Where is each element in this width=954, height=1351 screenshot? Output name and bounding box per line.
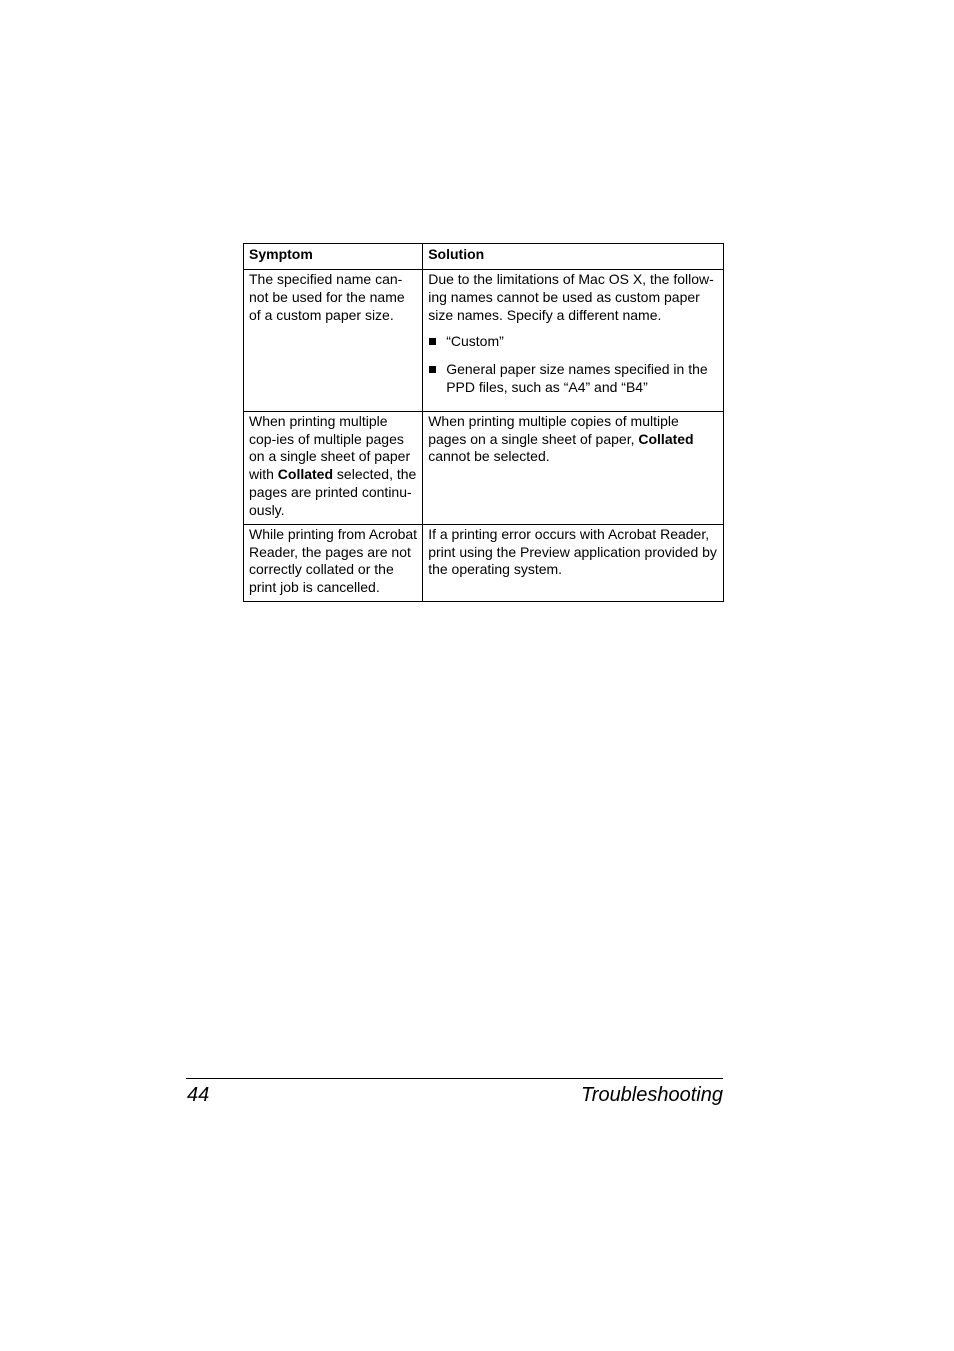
list-item <box>428 361 718 397</box>
solution-cell <box>423 411 724 524</box>
solution-cell <box>423 270 724 412</box>
symptom-text-part: When printing multiple cop-ies of multiple pages on a single sheet of paper with <box>249 412 411 483</box>
solution-text-part: When printing multiple copies of multiple pages on a single sheet of paper, <box>428 412 679 447</box>
table-row <box>244 411 724 524</box>
footer-divider <box>186 1078 723 1079</box>
symptom-text: While printing from Acrobat Reader, the pages are not correctly collated or the print job is cancelled. <box>249 525 418 596</box>
solution-text: Due to the limitations of Mac OS X, the follow-ing names cannot be used as custom paper size names. Specify a different name. <box>428 271 714 323</box>
page-number: 44 <box>187 1084 210 1106</box>
symptom-text-part: selected, the pages are printed continu-ously. <box>249 466 417 518</box>
solution-bullet-list <box>428 333 718 396</box>
footer-section-title: Troubleshooting <box>581 1084 723 1106</box>
symptom-bold-term: Collated <box>277 466 334 483</box>
list-item <box>428 333 718 351</box>
solution-bold-term: Collated <box>638 430 694 447</box>
bullet-text: “Custom” <box>446 333 504 350</box>
solution-text: If a printing error occurs with Acrobat Reader, print using the Preview application provided by the operating system. <box>428 525 717 578</box>
solution-text-part: cannot be selected. <box>428 448 550 465</box>
square-bullet-icon <box>429 338 436 345</box>
table-row <box>244 270 724 412</box>
header-symptom: Symptom <box>244 244 423 270</box>
table-header-row <box>244 244 724 270</box>
table-row <box>244 524 724 601</box>
symptom-text: The specified name can-not be used for the name of a custom paper size. <box>249 271 405 323</box>
troubleshooting-table <box>243 243 724 602</box>
square-bullet-icon <box>429 366 436 373</box>
symptom-cell <box>244 524 423 601</box>
symptom-cell <box>244 270 423 412</box>
symptom-cell <box>244 411 423 524</box>
bullet-text: General paper size names specified in the PPD files, such as “A4” and “B4” <box>446 361 708 395</box>
solution-cell <box>423 524 724 601</box>
header-solution: Solution <box>423 244 724 270</box>
